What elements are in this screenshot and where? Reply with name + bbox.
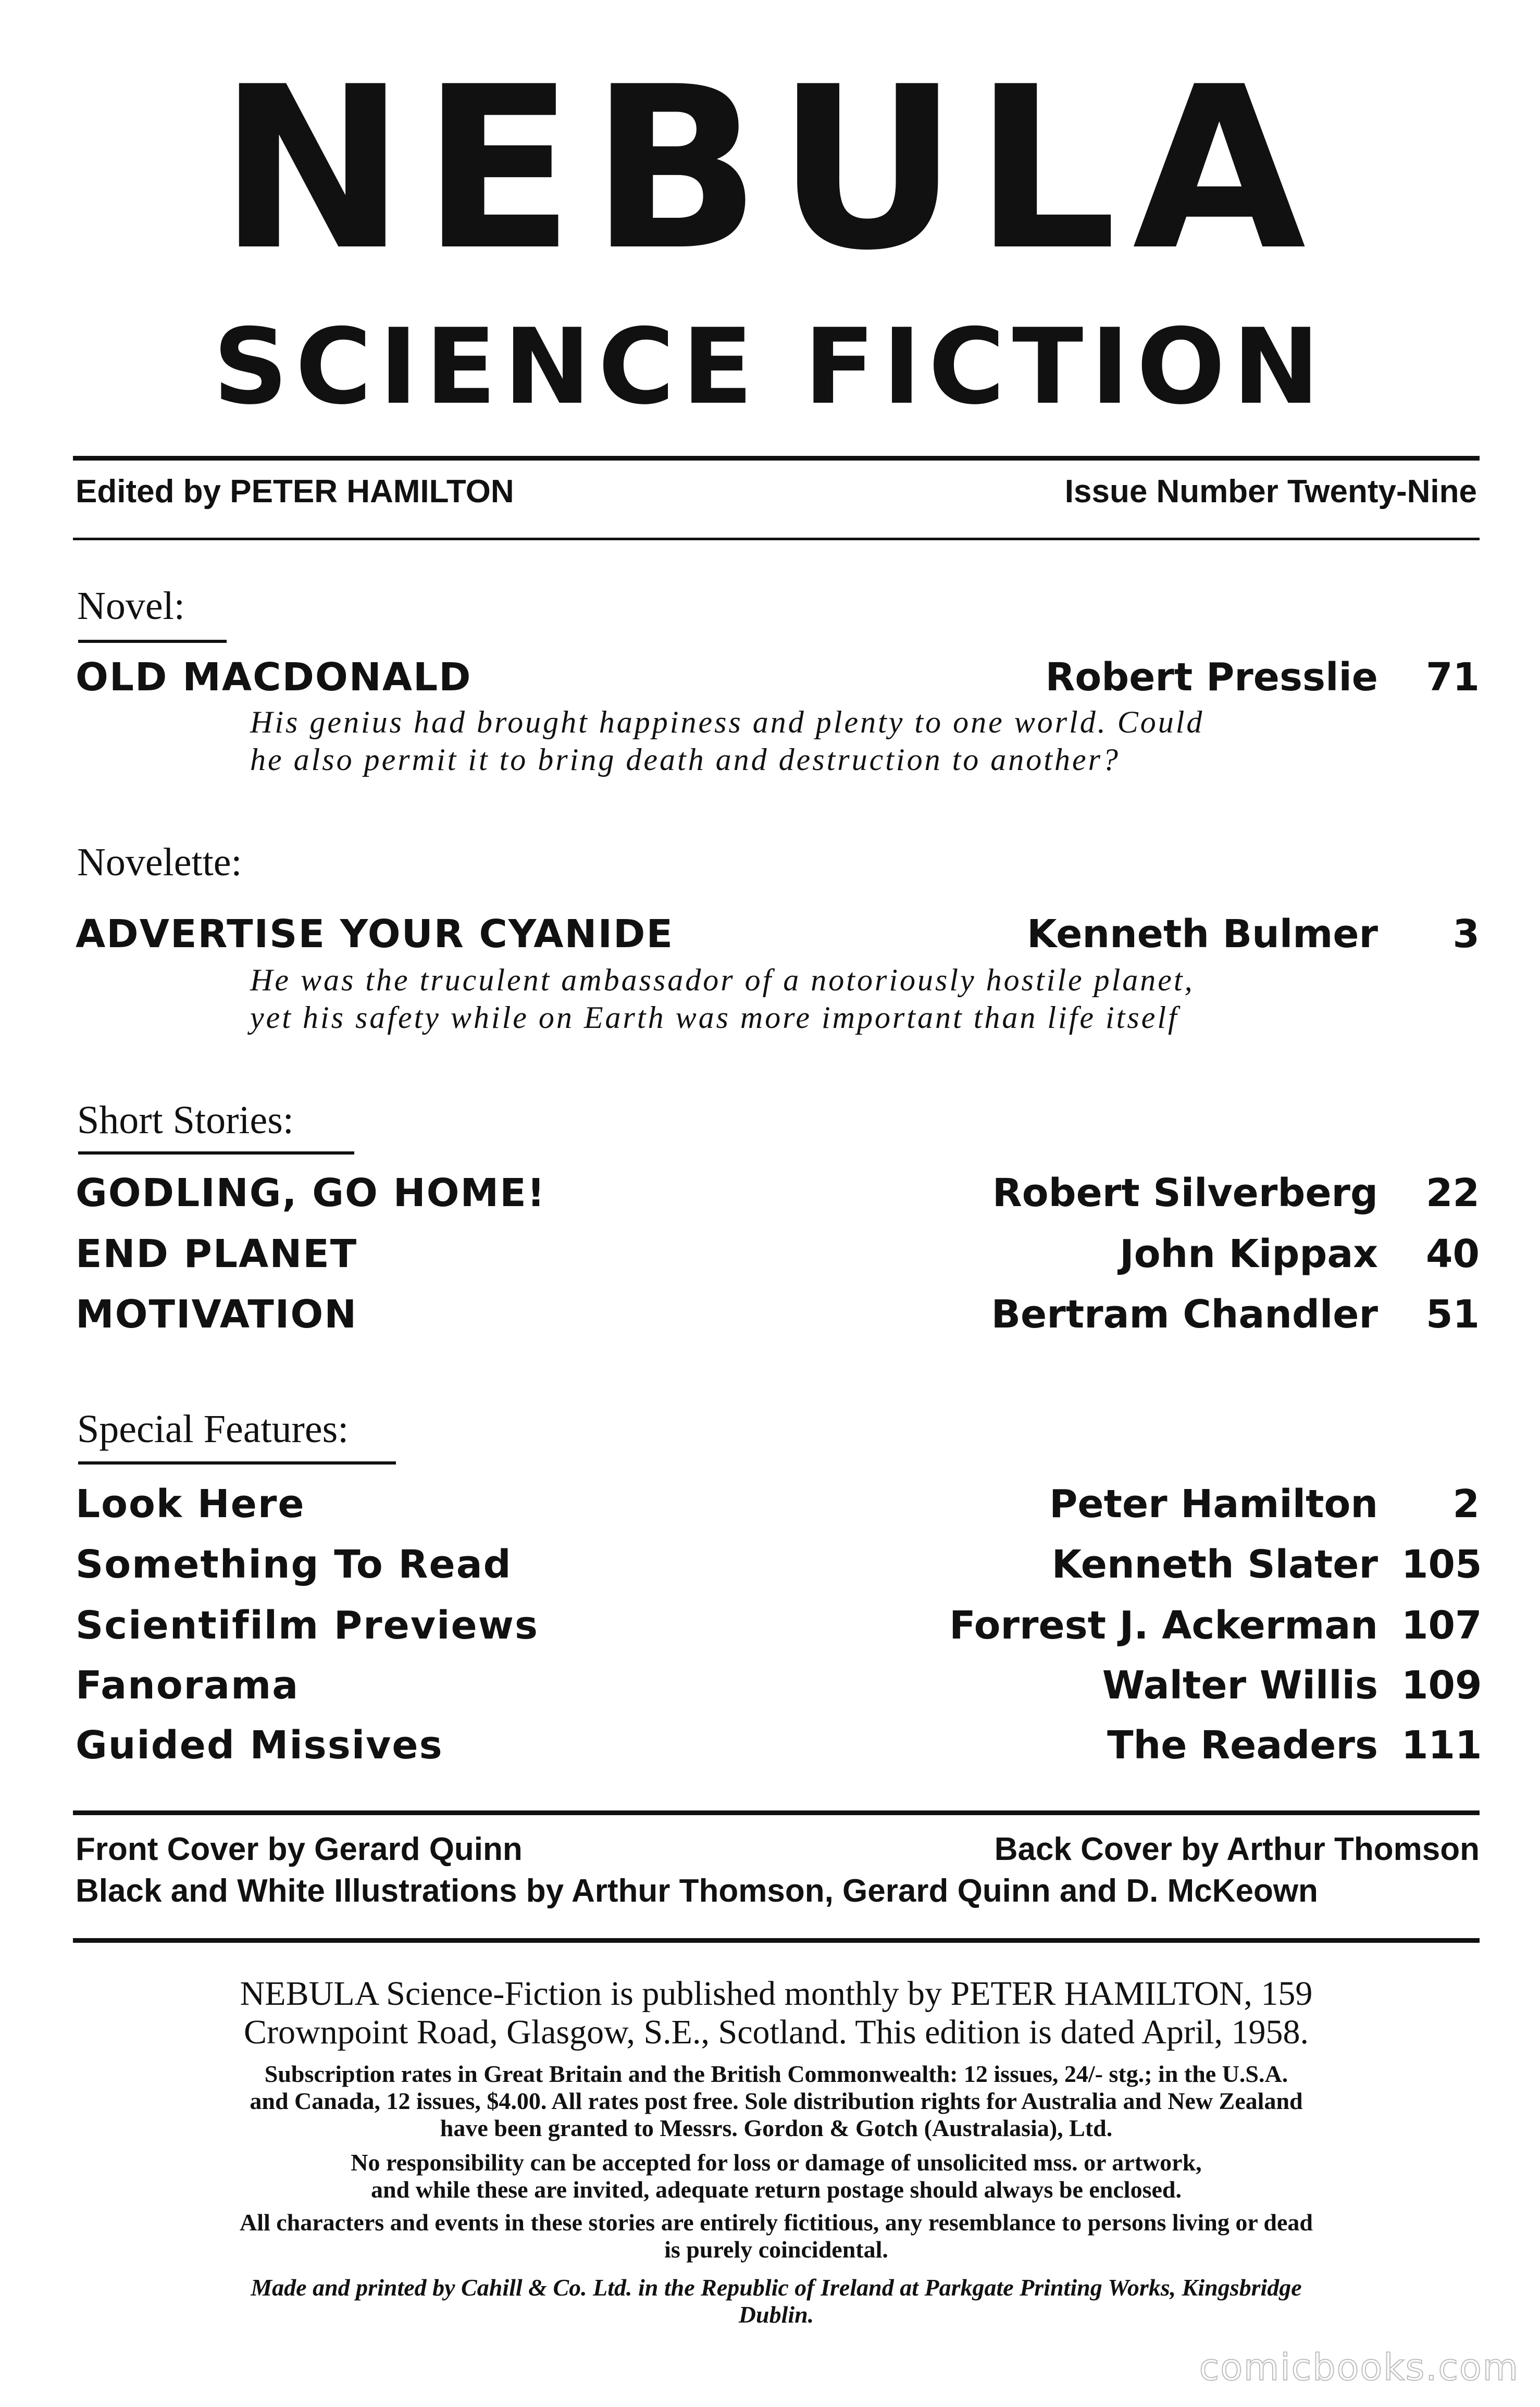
imprint-line: and while these are invited, adequate return postage should always be enclosed. xyxy=(370,2176,1182,2203)
contents-entry xyxy=(76,1481,1480,1528)
story-author: Bertram Chandler xyxy=(991,1292,1378,1337)
feature-author: Kenneth Slater xyxy=(1051,1542,1378,1587)
editor-issue-row xyxy=(76,473,1477,515)
page-number: 109 xyxy=(1401,1663,1482,1708)
header-top-rule xyxy=(73,456,1480,461)
imprint-line: No responsibility can be accepted for loss or damage of unsolicited mss. or artwork, xyxy=(351,2149,1202,2176)
section-label-short-stories: Short Stories: xyxy=(77,1098,294,1142)
credits-bottom-rule xyxy=(73,1938,1480,1943)
page-number: 111 xyxy=(1401,1723,1482,1768)
imprint-line: Dublin. xyxy=(738,2301,814,2328)
contents-entry xyxy=(76,1602,1480,1649)
section-label-novelette: Novelette: xyxy=(77,840,242,884)
page-number: 71 xyxy=(1426,655,1480,700)
story-author: Robert Silverberg xyxy=(992,1171,1378,1215)
story-title: END PLANET xyxy=(76,1232,358,1276)
contents-entry xyxy=(76,654,1480,701)
imprint-line: All characters and events in these stories are entirely fictitious, any resemblance to persons living or dead xyxy=(239,2209,1313,2236)
contents-entry xyxy=(76,1541,1480,1588)
feature-title: Fanorama xyxy=(76,1663,300,1708)
magazine-title: NEBULA xyxy=(218,39,1322,300)
story-author: Robert Presslie xyxy=(1045,655,1378,700)
feature-author: Peter Hamilton xyxy=(1049,1482,1378,1527)
page-number: 40 xyxy=(1426,1232,1480,1276)
contents-entry xyxy=(76,1231,1480,1277)
subscription-info xyxy=(76,2061,1477,2142)
page-number: 105 xyxy=(1401,1542,1482,1587)
feature-author: The Readers xyxy=(1107,1723,1378,1768)
story-author: Kenneth Bulmer xyxy=(1027,912,1378,957)
art-credits xyxy=(76,1829,1480,1912)
story-blurb xyxy=(250,961,1344,1036)
front-cover-credit: Front Cover by Gerard Quinn xyxy=(76,1831,523,1867)
blurb-line: he also permit it to bring death and destruction to another? xyxy=(250,742,1120,777)
feature-author: Forrest J. Ackerman xyxy=(949,1603,1378,1648)
story-blurb xyxy=(250,703,1344,778)
section-underline xyxy=(78,1151,354,1155)
magazine-subtitle: SCIENCE FICTION xyxy=(213,306,1327,428)
contents-entry xyxy=(76,1291,1480,1338)
contents-entry xyxy=(76,911,1480,958)
contents-entry xyxy=(76,1722,1480,1769)
blurb-line: His genius had brought happiness and plenty to one world. Could xyxy=(250,705,1204,739)
page-number: 3 xyxy=(1452,912,1480,957)
editor-credit: Edited by PETER HAMILTON xyxy=(76,474,514,510)
story-title: ADVERTISE YOUR CYANIDE xyxy=(76,912,674,957)
imprint-line: Crownpoint Road, Glasgow, S.E., Scotland. This edition is dated April, 1958. xyxy=(243,2013,1309,2051)
story-author: John Kippax xyxy=(1120,1232,1378,1276)
feature-title: Look Here xyxy=(76,1482,305,1527)
imprint-line: and Canada, 12 issues, $4.00. All rates post free. Sole distribution rights for Australia and New Zealand xyxy=(250,2088,1303,2114)
contents-entry xyxy=(76,1170,1480,1217)
section-label-novel: Novel: xyxy=(77,584,185,628)
illustrations-credit: Black and White Illustrations by Arthur Thomson, Gerard Quinn and D. McKeown xyxy=(76,1873,1318,1909)
story-title: GODLING, GO HOME! xyxy=(76,1171,546,1215)
imprint-line: have been granted to Messrs. Gordon & Gotch (Australasia), Ltd. xyxy=(440,2115,1113,2141)
publisher-statement xyxy=(76,1975,1477,2052)
imprint-line: NEBULA Science-Fiction is published monthly by PETER HAMILTON, 159 xyxy=(240,1975,1313,2013)
section-label-special-features: Special Features: xyxy=(77,1407,349,1451)
feature-author: Walter Willis xyxy=(1102,1663,1378,1708)
credits-top-rule xyxy=(73,1810,1480,1815)
page-number: 51 xyxy=(1426,1292,1480,1337)
issue-number: Issue Number Twenty-Nine xyxy=(1064,474,1477,510)
feature-title: Guided Missives xyxy=(76,1723,443,1768)
imprint-line: Made and printed by Cahill & Co. Ltd. in the Republic of Ireland at Parkgate Printing Works, Kingsbridge xyxy=(251,2274,1302,2301)
imprint-line: is purely coincidental. xyxy=(664,2236,888,2263)
page-number: 107 xyxy=(1401,1603,1482,1648)
site-watermark: comicbooks.com xyxy=(1199,2346,1519,2389)
contents-entry xyxy=(76,1662,1480,1709)
fiction-disclaimer xyxy=(76,2209,1477,2263)
imprint-line: Subscription rates in Great Britain and the British Commonwealth: 12 issues, 24/- stg.; in the U.S.A. xyxy=(264,2061,1288,2087)
section-underline xyxy=(78,1461,396,1465)
page-number: 22 xyxy=(1426,1171,1480,1215)
story-title: MOTIVATION xyxy=(76,1292,358,1337)
back-cover-credit: Back Cover by Arthur Thomson xyxy=(994,1831,1480,1867)
story-title: OLD MACDONALD xyxy=(76,655,472,700)
blurb-line: yet his safety while on Earth was more important than life itself xyxy=(250,1000,1179,1035)
feature-title: Something To Read xyxy=(76,1542,512,1587)
page-number: 2 xyxy=(1452,1482,1480,1527)
responsibility-notice xyxy=(76,2149,1477,2203)
feature-title: Scientifilm Previews xyxy=(76,1603,539,1648)
header-bottom-rule xyxy=(73,538,1480,540)
printer-credit xyxy=(76,2274,1477,2328)
section-underline xyxy=(78,640,227,643)
blurb-line: He was the truculent ambassador of a notoriously hostile planet, xyxy=(250,963,1195,997)
